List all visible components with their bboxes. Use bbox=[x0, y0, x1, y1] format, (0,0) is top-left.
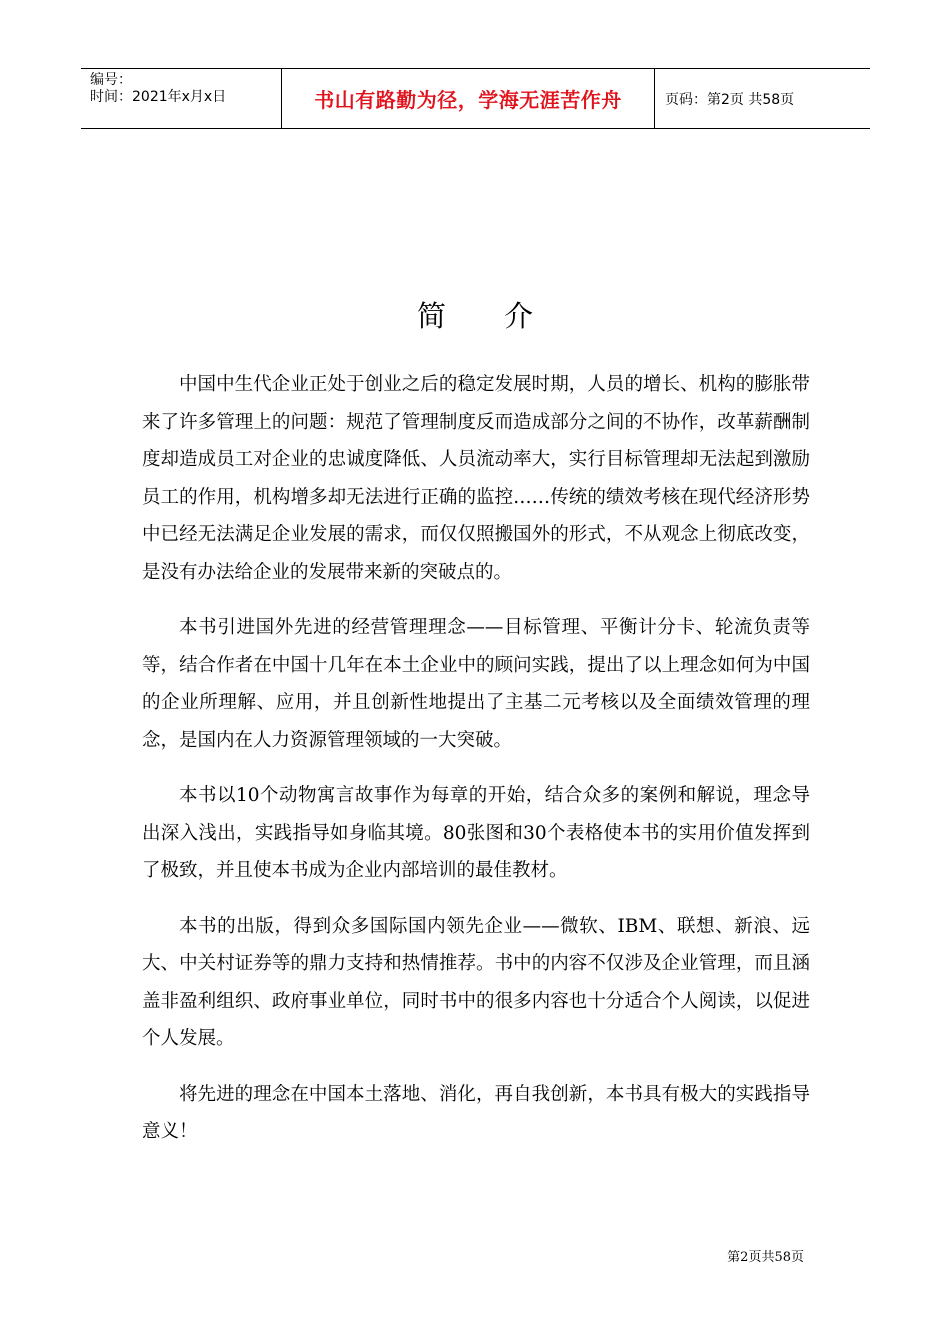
paragraph: 将先进的理念在中国本土落地、消化，再自我创新，本书具有极大的实践指导意义！ bbox=[142, 1083, 810, 1142]
paragraph: 本书的出版，得到众多国际国内领先企业——微软、IBM、联想、新浪、远大、中关村证券等的鼎力支持和热情推荐。书中的内容不仅涉及企业管理，而且涵盖非盈利组织、政府事业单位，同时书中的很多内容也十分适合个人阅读，以促进个人发展。 bbox=[142, 915, 810, 1049]
page-footer: 第2页共58页 bbox=[727, 1250, 804, 1265]
header-page-info: 页码：第2页 共58页 bbox=[665, 91, 795, 108]
document-number-label: 编号： bbox=[90, 72, 132, 88]
header-motto-cell bbox=[282, 69, 655, 128]
body-text bbox=[142, 366, 810, 1169]
document-date: 时间：2021年x月x日 bbox=[90, 89, 227, 105]
header-meta-cell bbox=[81, 69, 282, 128]
header-motto: 书山有路勤为径，学海无涯苦作舟 bbox=[314, 88, 622, 112]
page-header bbox=[81, 68, 870, 129]
page-title: 简介 bbox=[416, 299, 591, 333]
paragraph: 中国中生代企业正处于创业之后的稳定发展时期，人员的增长、机构的膨胀带来了许多管理上的问题：规范了管理制度反而造成部分之间的不协作，改革薪酬制度却造成员工对企业的忠诚度降低、人员流动率大，实行目标管理却无法起到激励员工的作用，机构增多却无法进行正确的监控……传统的绩效考核在现代经济形势中已经无法满足企业发展的需求，而仅仅照搬国外的形式，不从观念上彻底改变，是没有办法给企业的发展带来新的突破点的。 bbox=[142, 374, 810, 583]
paragraph: 本书以10个动物寓言故事作为每章的开始，结合众多的案例和解说，理念导出深入浅出，实践指导如身临其境。80张图和30个表格使本书的实用价值发挥到了极致，并且使本书成为企业内部培训的最佳教材。 bbox=[142, 785, 810, 881]
paragraph: 本书引进国外先进的经营管理理念——目标管理、平衡计分卡、轮流负责等等，结合作者在中国十几年在本土企业中的顾问实践，提出了以上理念如何为中国的企业所理解、应用，并且创新性地提出了主基二元考核以及全面绩效管理的理念，是国内在人力资源管理领域的一大突破。 bbox=[142, 617, 810, 751]
header-page-cell bbox=[655, 69, 870, 128]
